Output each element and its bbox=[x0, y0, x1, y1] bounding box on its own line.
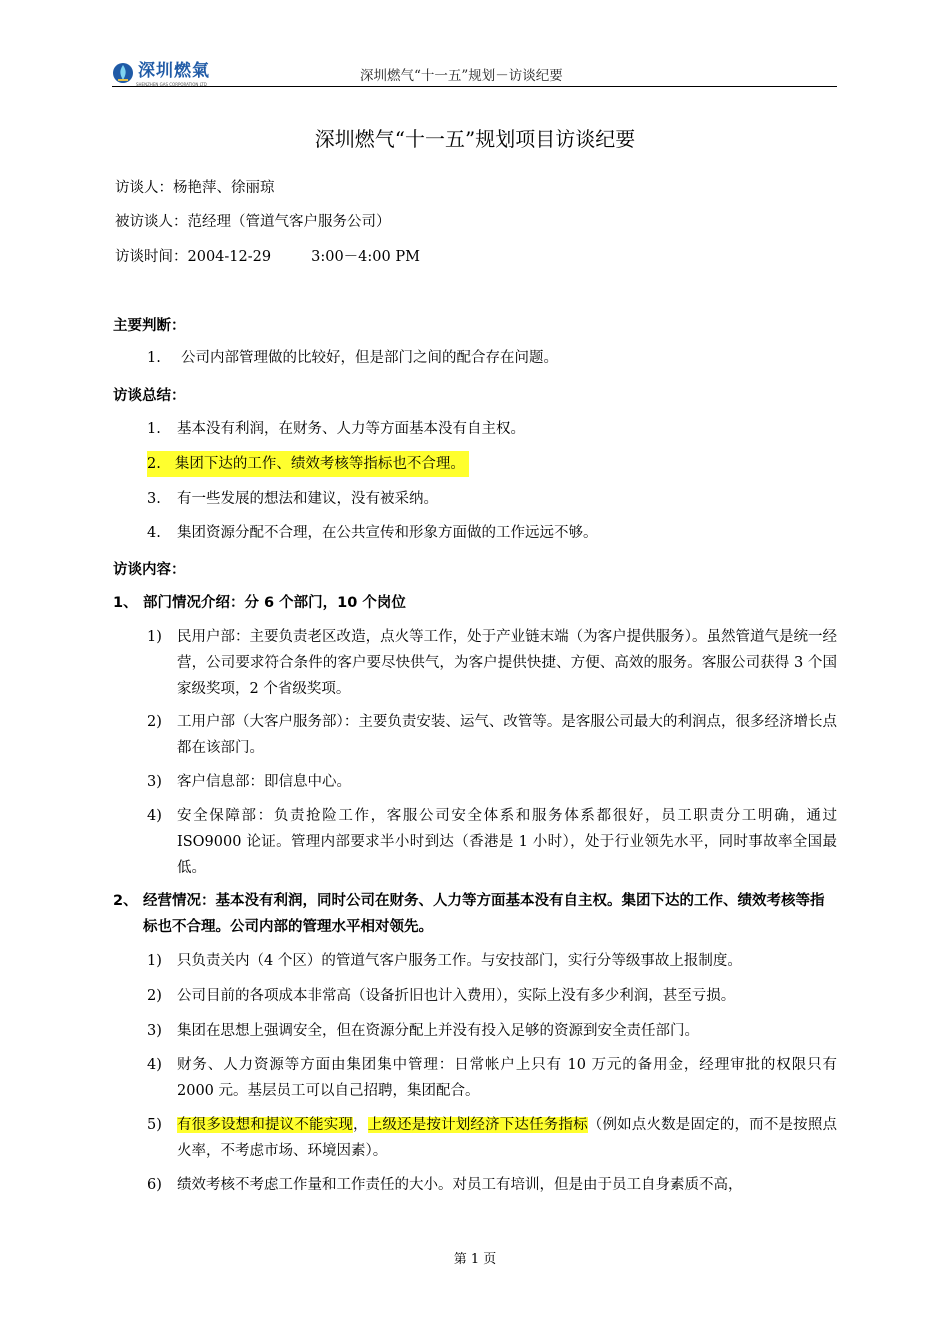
logo-text: 深圳燃氣 bbox=[138, 61, 210, 81]
interviewee-line: 被访谈人：范经理（管道气客户服务公司） bbox=[115, 214, 391, 230]
interviewers-line: 访谈人：杨艳萍、徐丽琼 bbox=[115, 180, 275, 196]
company-logo bbox=[112, 62, 210, 88]
list-item: 3) 客户信息部：即信息中心。 bbox=[147, 774, 351, 790]
list-item: 1) 民用户部：主要负责老区改造，点火等工作，处于产业链末端（为客户提供服务）。虽然管道气是统一经营，公司要求符合条件的客户要尽快供气，为客户提供快捷、方便、高效的服务。客服公司获得 3 个国家级奖项，2 个省级奖项。 bbox=[147, 629, 837, 697]
list-item: 4) 财务、人力资源等方面由集团集中管理：日常帐户上只有 10 万元的备用金，经理审批的权限只有 2000 元。基层员工可以自己招聘，集团配合。 bbox=[147, 1057, 837, 1099]
list-item: 1. 基本没有利润，在财务、人力等方面基本没有自主权。 bbox=[147, 421, 525, 437]
list-item: 2) 工用户部（大客户服务部）：主要负责安装、运气、改管等。是客服公司最大的利润点，很多经济增长点都在该部门。 bbox=[147, 714, 837, 756]
summary-heading: 访谈总结： bbox=[113, 388, 186, 404]
flame-logo-icon bbox=[112, 62, 134, 84]
running-title: 深圳燃气“十一五”规划－访谈纪要 bbox=[360, 68, 563, 84]
list-item: 3) 集团在思想上强调安全，但在资源分配上并没有投入足够的资源到安全责任部门。 bbox=[147, 1023, 699, 1039]
section-1-heading: 1、 部门情况介绍：分 6 个部门，10 个岗位 bbox=[113, 595, 406, 611]
list-item-highlighted: 2. 集团下达的工作、绩效考核等指标也不合理。 bbox=[147, 451, 837, 477]
page-header bbox=[112, 60, 837, 87]
interview-time-line bbox=[115, 245, 420, 266]
list-item: 1. 公司内部管理做的比较好，但是部门之间的配合存在问题。 bbox=[147, 350, 558, 366]
page-number: 第 1 页 bbox=[453, 1252, 497, 1267]
section-2-heading: 2、 经营情况：基本没有利润，同时公司在财务、人力等方面基本没有自主权。集团下达的工作、绩效考核等指标也不合理。公司内部的管理水平相对领先。 bbox=[113, 893, 825, 935]
list-item: 4. 集团资源分配不合理，在公共宣传和形象方面做的工作远远不够。 bbox=[147, 525, 598, 541]
logo-subtext: SHENZHEN GAS CORPORATION LTD bbox=[136, 82, 207, 87]
document-title: 深圳燃气“十一五”规划项目访谈纪要 bbox=[314, 127, 636, 151]
highlight-text: 上级还是按计划经济下达任务指标 bbox=[367, 1117, 588, 1133]
list-item: 1) 只负责关内（4 个区）的管道气客户服务工作。与安技部门，实行分等级事故上报制度。 bbox=[147, 953, 742, 969]
content-heading: 访谈内容： bbox=[113, 562, 186, 578]
list-item: 2) 公司目前的各项成本非常高（设备折旧也计入费用），实际上没有多少利润，甚至亏损。 bbox=[147, 988, 736, 1004]
list-item-partially-highlighted: 5) 有很多设想和提议不能实现，上级还是按计划经济下达任务指标（例如点火数是固定的，而不是按照点火率，不考虑市场、环境因素）。 bbox=[147, 1117, 838, 1159]
list-item: 4) 安全保障部：负责抢险工作，客服公司安全体系和服务体系都很好，员工职责分工明确，通过 ISO9000 论证。管理内部要求半小时到达（香港是 1 小时），处于行业领先水平，同时事故率全国最低。 bbox=[147, 808, 837, 876]
interview-date: 访谈时间：2004-12-29 bbox=[115, 249, 272, 265]
judgment-heading: 主要判断： bbox=[113, 318, 186, 334]
highlight-text: 有很多设想和提议不能实现 bbox=[177, 1117, 354, 1133]
list-item: 3. 有一些发展的想法和建议，没有被采纳。 bbox=[147, 491, 438, 507]
interview-time-range: 3:00－4:00 PM bbox=[311, 249, 420, 265]
list-item: 6) 绩效考核不考虑工作量和工作责任的大小。对员工有培训，但是由于员工自身素质不高， bbox=[147, 1177, 743, 1193]
